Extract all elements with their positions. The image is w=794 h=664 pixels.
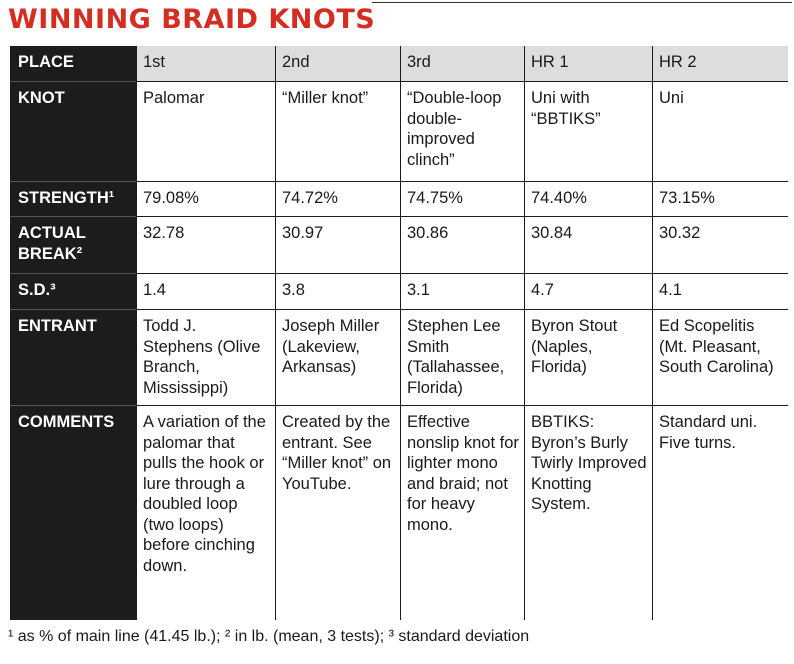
place-cell: HR 1 [524, 46, 652, 82]
row-label: ENTRANT [10, 310, 136, 406]
break-cell: 30.97 [275, 217, 400, 274]
entrant-cell: Byron Stout (Naples, Florida) [524, 310, 652, 406]
comments-cell: A variation of the palomar that pulls the hook or lure through a doubled loop (two loops) before cinching down. [136, 406, 275, 620]
row-comments [10, 406, 788, 620]
row-label: PLACE [10, 46, 136, 82]
row-actual-break [10, 217, 788, 274]
strength-cell: 74.40% [524, 182, 652, 217]
row-strength [10, 182, 788, 217]
break-cell: 30.84 [524, 217, 652, 274]
row-label: KNOT [10, 82, 136, 182]
strength-cell: 79.08% [136, 182, 275, 217]
strength-cell: 74.75% [400, 182, 524, 217]
comments-cell: Effective nonslip knot for lighter mono and braid; not for heavy mono. [400, 406, 524, 620]
comments-cell: BBTIKS: Byron’s Burly Twirly Improved Knotting System. [524, 406, 652, 620]
knot-cell: “Miller knot” [275, 82, 400, 182]
entrant-cell: Stephen Lee Smith (Tallahassee, Florida) [400, 310, 524, 406]
entrant-cell: Ed Scopelitis (Mt. Pleasant, South Carolina) [652, 310, 788, 406]
sd-cell: 4.1 [652, 274, 788, 310]
comments-cell: Standard uni. Five turns. [652, 406, 788, 620]
break-cell: 32.78 [136, 217, 275, 274]
break-cell: 30.32 [652, 217, 788, 274]
entrant-cell: Todd J. Stephens (Olive Branch, Mississippi) [136, 310, 275, 406]
results-table-container [10, 46, 788, 620]
footnote: ¹ as % of main line (41.45 lb.); ² in lb. (mean, 3 tests); ³ standard deviation [8, 628, 530, 645]
row-label: ACTUAL BREAK² [10, 217, 136, 274]
place-cell: 1st [136, 46, 275, 82]
strength-cell: 73.15% [652, 182, 788, 217]
break-cell: 30.86 [400, 217, 524, 274]
knot-cell: Uni [652, 82, 788, 182]
place-cell: 3rd [400, 46, 524, 82]
place-cell: HR 2 [652, 46, 788, 82]
sd-cell: 3.8 [275, 274, 400, 310]
sd-cell: 1.4 [136, 274, 275, 310]
knot-cell: “Double-loop double-improved clinch” [400, 82, 524, 182]
row-label: COMMENTS [10, 406, 136, 620]
row-label: S.D.³ [10, 274, 136, 310]
strength-cell: 74.72% [275, 182, 400, 217]
place-cell: 2nd [275, 46, 400, 82]
row-label: STRENGTH¹ [10, 182, 136, 217]
knot-cell: Uni with “BBTIKS” [524, 82, 652, 182]
knot-cell: Palomar [136, 82, 275, 182]
row-entrant [10, 310, 788, 406]
row-place [10, 46, 788, 82]
entrant-cell: Joseph Miller (Lakeview, Arkansas) [275, 310, 400, 406]
results-table [10, 46, 788, 620]
sd-cell: 4.7 [524, 274, 652, 310]
row-sd [10, 274, 788, 310]
title-rule [372, 2, 792, 3]
sd-cell: 3.1 [400, 274, 524, 310]
row-knot [10, 82, 788, 182]
table-title: WINNING BRAID KNOTS [8, 4, 376, 35]
comments-cell: Created by the entrant. See “Miller knot” on YouTube. [275, 406, 400, 620]
